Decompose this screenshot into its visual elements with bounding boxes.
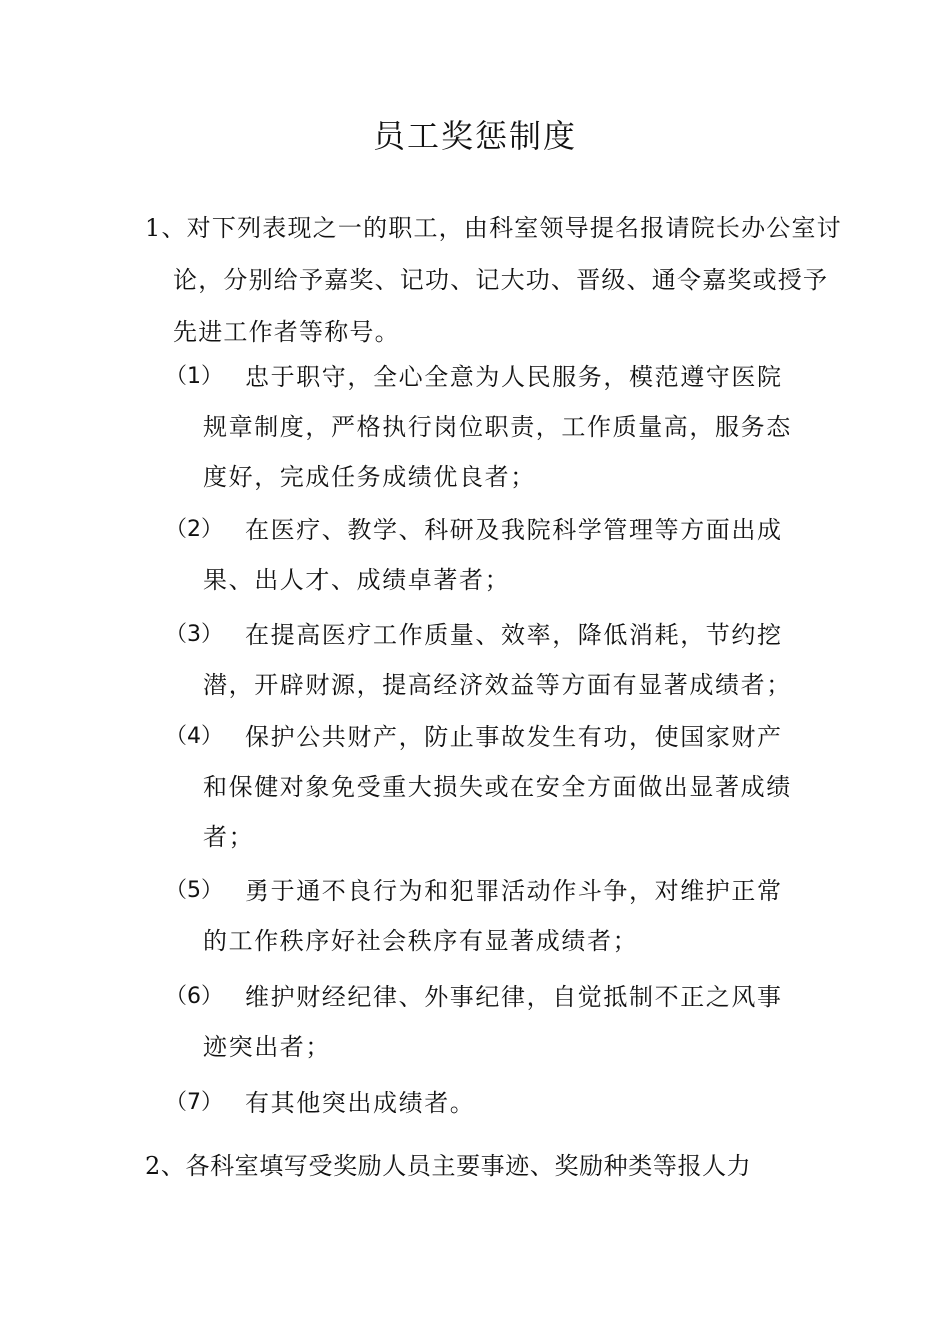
- item-text: 有其他突出成绩者。: [245, 1089, 476, 1117]
- item-text: 保护公共财产，防止事故发生有功，使国家财产和保健对象免受重大损失或在安全方面做出显著成绩者；: [203, 723, 792, 851]
- item-number: （5）: [165, 878, 223, 903]
- item-number: （1）: [165, 364, 223, 389]
- item-text: 在提高医疗工作质量、效率，降低消耗，节约挖潜，开辟财源，提高经济效益等方面有显著成绩者；: [203, 621, 792, 699]
- item-number: （7）: [165, 1090, 223, 1115]
- item-text: 勇于通不良行为和犯罪活动作斗争，对维护正常的工作秩序好社会秩序有显著成绩者；: [203, 877, 783, 955]
- document-title: 员工奖惩制度: [372, 117, 577, 155]
- section-1-heading: 1、对下列表现之一的职工，由科室领导提名报请院长办公室讨论，分别给予嘉奖、记功、记大功、晋级、通令嘉奖或授予先进工作者等称号。: [145, 214, 842, 346]
- item-number: （4）: [165, 724, 223, 749]
- section-2-heading: 2、各科室填写受奖励人员主要事迹、奖励种类等报人力: [145, 1152, 752, 1180]
- item-number: （2）: [165, 517, 223, 542]
- item-number: （6）: [165, 984, 223, 1009]
- item-number: （3）: [165, 622, 223, 647]
- item-text: 在医疗、教学、科研及我院科学管理等方面出成果、出人才、成绩卓著者；: [203, 516, 783, 594]
- item-text: 忠于职守，全心全意为人民服务，模范遵守医院规章制度，严格执行岗位职责，工作质量高，服务态度好，完成任务成绩优良者；: [203, 363, 792, 491]
- item-text: 维护财经纪律、外事纪律，自觉抵制不正之风事迹突出者；: [203, 983, 783, 1061]
